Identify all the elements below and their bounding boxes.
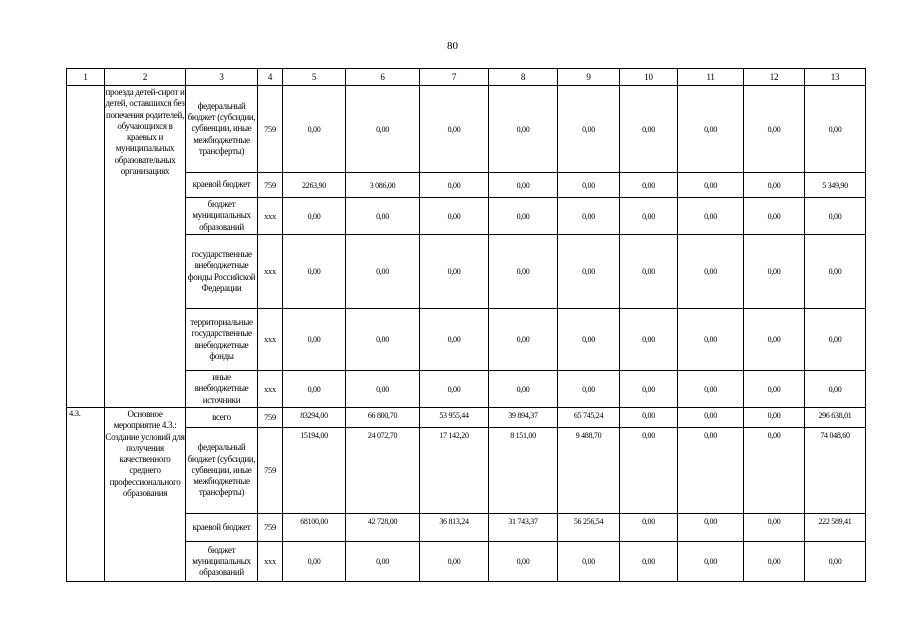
- value-cell: 0,00: [744, 235, 805, 309]
- value-cell: 0,00: [805, 86, 866, 173]
- column-header: 11: [678, 69, 744, 86]
- value-cell: 0,00: [620, 198, 678, 235]
- funding-source: иные внебюджетные источники: [186, 371, 258, 408]
- value-cell: 0,00: [678, 408, 744, 428]
- value-cell: 0,00: [420, 371, 489, 408]
- table-row: [67, 173, 866, 198]
- value-cell: 0,00: [489, 309, 558, 371]
- value-cell: 53 955,44: [420, 408, 489, 428]
- value-cell: 0,00: [678, 428, 744, 514]
- value-cell: 0,00: [558, 309, 620, 371]
- table-row: [67, 198, 866, 235]
- value-cell: 0,00: [283, 309, 346, 371]
- value-cell: 0,00: [489, 371, 558, 408]
- kbk-code: 759: [258, 428, 283, 514]
- value-cell: 0,00: [558, 86, 620, 173]
- value-cell: 0,00: [744, 408, 805, 428]
- funding-source: всего: [186, 408, 258, 428]
- funding-source: бюджет муниципальных образований: [186, 542, 258, 582]
- value-cell: 0,00: [420, 235, 489, 309]
- value-cell: 56 256,54: [558, 514, 620, 542]
- value-cell: 0,00: [420, 309, 489, 371]
- value-cell: 0,00: [678, 514, 744, 542]
- table-row: [67, 86, 866, 173]
- value-cell: 0,00: [620, 309, 678, 371]
- value-cell: 0,00: [283, 371, 346, 408]
- measure-description: Основное мероприятие 4.3.: Создание условий для получения качественного среднего профессионального образования: [105, 408, 186, 582]
- value-cell: 17 142,20: [420, 428, 489, 514]
- funding-source: краевой бюджет: [186, 514, 258, 542]
- value-cell: 0,00: [420, 542, 489, 582]
- value-cell: 66 800,70: [346, 408, 420, 428]
- column-header: 2: [105, 69, 186, 86]
- kbk-code: 759: [258, 86, 283, 173]
- value-cell: 0,00: [346, 371, 420, 408]
- row-number-cell: 4.3.: [67, 408, 105, 582]
- value-cell: 0,00: [620, 408, 678, 428]
- value-cell: 9 488,70: [558, 428, 620, 514]
- column-header: 4: [258, 69, 283, 86]
- funding-source: государственные внебюджетные фонды Российской Федерации: [186, 235, 258, 309]
- value-cell: 0,00: [283, 542, 346, 582]
- value-cell: 0,00: [744, 428, 805, 514]
- value-cell: 5 349,90: [805, 173, 866, 198]
- kbk-code: 759: [258, 514, 283, 542]
- value-cell: 68100,00: [283, 514, 346, 542]
- value-cell: 0,00: [558, 371, 620, 408]
- value-cell: 0,00: [346, 235, 420, 309]
- value-cell: 0,00: [489, 198, 558, 235]
- value-cell: 0,00: [489, 86, 558, 173]
- value-cell: 0,00: [420, 173, 489, 198]
- value-cell: 2263,90: [283, 173, 346, 198]
- value-cell: 0,00: [805, 371, 866, 408]
- kbk-code: 759: [258, 408, 283, 428]
- value-cell: 0,00: [744, 173, 805, 198]
- value-cell: 296 638,01: [805, 408, 866, 428]
- kbk-code: xxx: [258, 235, 283, 309]
- value-cell: 0,00: [744, 86, 805, 173]
- value-cell: 0,00: [283, 86, 346, 173]
- row-number-cell: [67, 86, 105, 408]
- column-header: 1: [67, 69, 105, 86]
- value-cell: 0,00: [558, 235, 620, 309]
- value-cell: 0,00: [678, 198, 744, 235]
- value-cell: 36 813,24: [420, 514, 489, 542]
- value-cell: 0,00: [620, 371, 678, 408]
- column-header: 7: [420, 69, 489, 86]
- kbk-code: xxx: [258, 309, 283, 371]
- value-cell: 3 086,00: [346, 173, 420, 198]
- value-cell: 0,00: [620, 173, 678, 198]
- value-cell: 0,00: [678, 542, 744, 582]
- funding-source: бюджет муниципальных образований: [186, 198, 258, 235]
- value-cell: 0,00: [744, 371, 805, 408]
- value-cell: 0,00: [620, 86, 678, 173]
- value-cell: 0,00: [678, 235, 744, 309]
- funding-source: федеральный бюджет (субсидии, субвенции, иные межбюджетные трансферты): [186, 86, 258, 173]
- column-header: 10: [620, 69, 678, 86]
- value-cell: 0,00: [346, 542, 420, 582]
- value-cell: 65 745,24: [558, 408, 620, 428]
- kbk-code: xxx: [258, 371, 283, 408]
- table-row: [67, 371, 866, 408]
- budget-table: [66, 68, 866, 582]
- value-cell: 42 728,00: [346, 514, 420, 542]
- value-cell: 0,00: [678, 173, 744, 198]
- value-cell: 0,00: [805, 198, 866, 235]
- value-cell: 0,00: [620, 542, 678, 582]
- value-cell: 39 894,37: [489, 408, 558, 428]
- value-cell: 0,00: [346, 198, 420, 235]
- table-row: [67, 309, 866, 371]
- column-header: 12: [744, 69, 805, 86]
- kbk-code: 759: [258, 173, 283, 198]
- column-header: 3: [186, 69, 258, 86]
- value-cell: 15194,00: [283, 428, 346, 514]
- value-cell: 0,00: [558, 198, 620, 235]
- value-cell: 0,00: [620, 428, 678, 514]
- table-row: [67, 408, 866, 428]
- value-cell: 0,00: [558, 173, 620, 198]
- value-cell: 24 072,70: [346, 428, 420, 514]
- value-cell: 0,00: [744, 309, 805, 371]
- value-cell: 8 151,00: [489, 428, 558, 514]
- funding-source: территориальные государственные внебюджетные фонды: [186, 309, 258, 371]
- column-header: 13: [805, 69, 866, 86]
- value-cell: 0,00: [489, 173, 558, 198]
- value-cell: 0,00: [744, 514, 805, 542]
- value-cell: 0,00: [678, 309, 744, 371]
- value-cell: 0,00: [805, 235, 866, 309]
- value-cell: 74 048,60: [805, 428, 866, 514]
- value-cell: 0,00: [620, 235, 678, 309]
- value-cell: 0,00: [420, 86, 489, 173]
- value-cell: 0,00: [744, 198, 805, 235]
- table-row: [67, 542, 866, 582]
- value-cell: 0,00: [420, 198, 489, 235]
- value-cell: 222 589,41: [805, 514, 866, 542]
- value-cell: 0,00: [805, 309, 866, 371]
- column-header: 5: [283, 69, 346, 86]
- kbk-code: xxx: [258, 542, 283, 582]
- value-cell: 0,00: [678, 371, 744, 408]
- column-header: 9: [558, 69, 620, 86]
- value-cell: 0,00: [283, 235, 346, 309]
- value-cell: 83294,00: [283, 408, 346, 428]
- value-cell: 0,00: [283, 198, 346, 235]
- value-cell: 0,00: [744, 542, 805, 582]
- value-cell: 0,00: [346, 86, 420, 173]
- column-header: 8: [489, 69, 558, 86]
- kbk-code: xxx: [258, 198, 283, 235]
- page-number: 80: [447, 40, 458, 52]
- table-row: [67, 428, 866, 514]
- value-cell: 0,00: [489, 235, 558, 309]
- column-header-row: [67, 69, 866, 86]
- value-cell: 0,00: [805, 542, 866, 582]
- value-cell: 31 743,37: [489, 514, 558, 542]
- table-row: [67, 514, 866, 542]
- value-cell: 0,00: [620, 514, 678, 542]
- funding-source: федеральный бюджет (субсидии, субвенции, иные межбюджетные трансферты): [186, 428, 258, 514]
- column-header: 6: [346, 69, 420, 86]
- value-cell: 0,00: [346, 309, 420, 371]
- value-cell: 0,00: [558, 542, 620, 582]
- measure-description: проезда детей-сирот и детей, оставшихся без попечения родителей, обучающихся в краевых и муниципальных образовательных организациях: [105, 86, 186, 408]
- table-row: [67, 235, 866, 309]
- funding-source: краевой бюджет: [186, 173, 258, 198]
- value-cell: 0,00: [678, 86, 744, 173]
- value-cell: 0,00: [489, 542, 558, 582]
